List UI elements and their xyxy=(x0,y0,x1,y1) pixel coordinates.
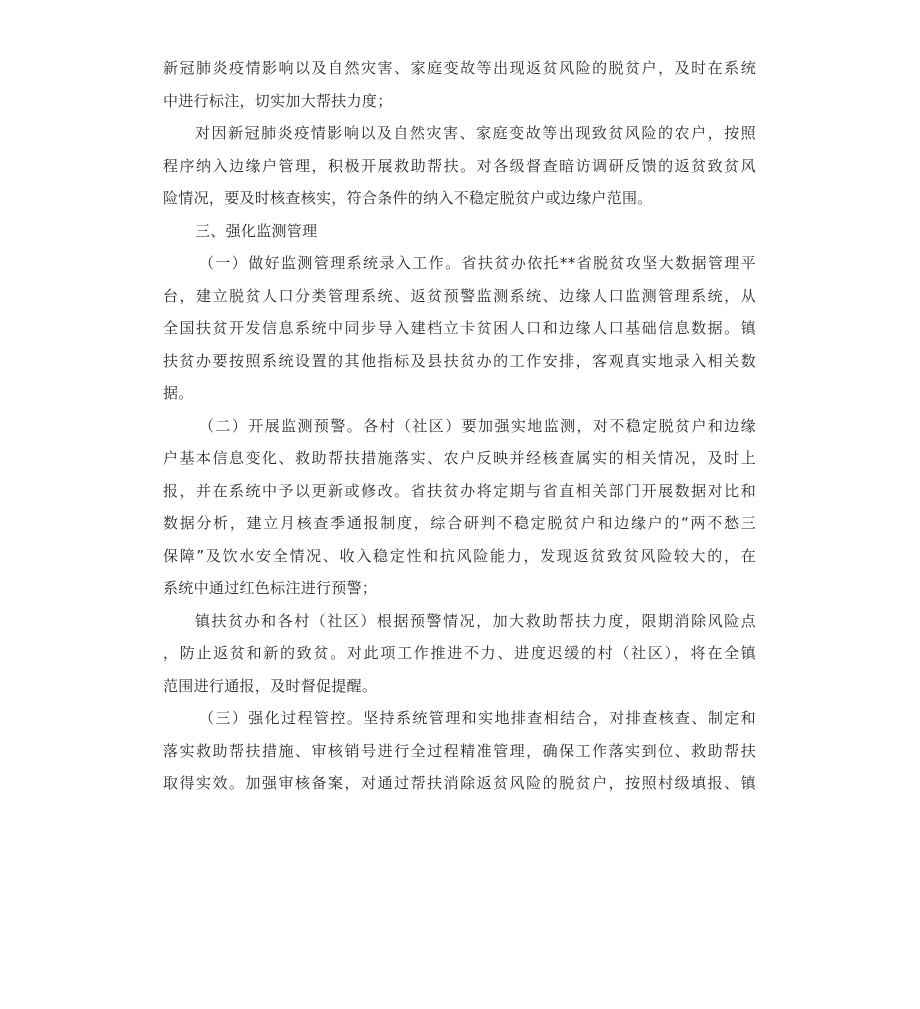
paragraph-line: 对因新冠肺炎疫情影响以及自然灾害、家庭变故等出现致贫风险的农户，按照 xyxy=(195,124,756,142)
paragraph-line: 户基本信息变化、救助帮扶措施落实、农户反映并经核查属实的相关情况，及时上 xyxy=(163,449,756,467)
paragraph-line: 程序纳入边缘户管理，积极开展救助帮扶。对各级督查暗访调研反馈的返贫致贫风 xyxy=(163,156,756,175)
paragraph-line: 台，建立脱贫人口分类管理系统、返贫预警监测系统、边缘人口监测管理系统，从 xyxy=(163,286,756,305)
paragraph-line: 系统中通过红色标注进行预警； xyxy=(163,579,378,597)
section-heading: 三、强化监测管理 xyxy=(195,221,318,240)
paragraph-line: （二）开展监测预警。各村（社区）要加强实地监测，对不稳定脱贫户和边缘 xyxy=(199,416,756,435)
paragraph-line: 取得实效。加强审核备案，对通过帮扶消除返贫风险的脱贫户，按照村级填报、镇 xyxy=(163,774,756,792)
paragraph-line: 险情况，要及时核查核实，符合条件的纳入不稳定脱贫户或边缘户范围。 xyxy=(163,189,653,207)
paragraph-line: 中进行标注，切实加大帮扶力度； xyxy=(163,91,393,110)
paragraph-line: 数据分析，建立月核查季通报制度，综合研判不稳定脱贫户和边缘户的“两不愁三 xyxy=(163,514,756,532)
paragraph-line: 范围进行通报，及时督促提醒。 xyxy=(163,676,378,695)
paragraph-line: ，防止返贫和新的致贫。对此项工作推进不力、进度迟缓的村（社区），将在全镇 xyxy=(163,644,756,662)
paragraph-line: 落实救助帮扶措施、审核销号进行全过程精准管理，确保工作落实到位、救助帮扶 xyxy=(163,741,756,760)
document-page xyxy=(163,52,756,800)
paragraph-line: （一）做好监测管理系统录入工作。省扶贫办依托**省脱贫攻坚大数据管理平 xyxy=(199,254,756,272)
paragraph-line: 报，并在系统中予以更新或修改。省扶贫办将定期与省直相关部门开展数据对比和 xyxy=(163,481,756,500)
paragraph-line: （三）强化过程管控。坚持系统管理和实地排查相结合，对排查核查、制定和 xyxy=(199,709,756,727)
paragraph-line: 扶贫办要按照系统设置的其他指标及县扶贫办的工作安排，客观真实地录入相关数 xyxy=(163,351,756,370)
paragraph-line: 镇扶贫办和各村（社区）根据预警情况，加大救助帮扶力度，限期消除风险点 xyxy=(195,611,756,630)
paragraph-line: 保障”及饮水安全情况、收入稳定性和抗风险能力，发现返贫致贫风险较大的，在 xyxy=(163,546,756,565)
paragraph-line: 全国扶贫开发信息系统中同步导入建档立卡贫困人口和边缘人口基础信息数据。镇 xyxy=(163,319,756,337)
paragraph-line: 据。 xyxy=(163,384,194,402)
paragraph-line: 新冠肺炎疫情影响以及自然灾害、家庭变故等出现返贫风险的脱贫户，及时在系统 xyxy=(163,59,756,77)
